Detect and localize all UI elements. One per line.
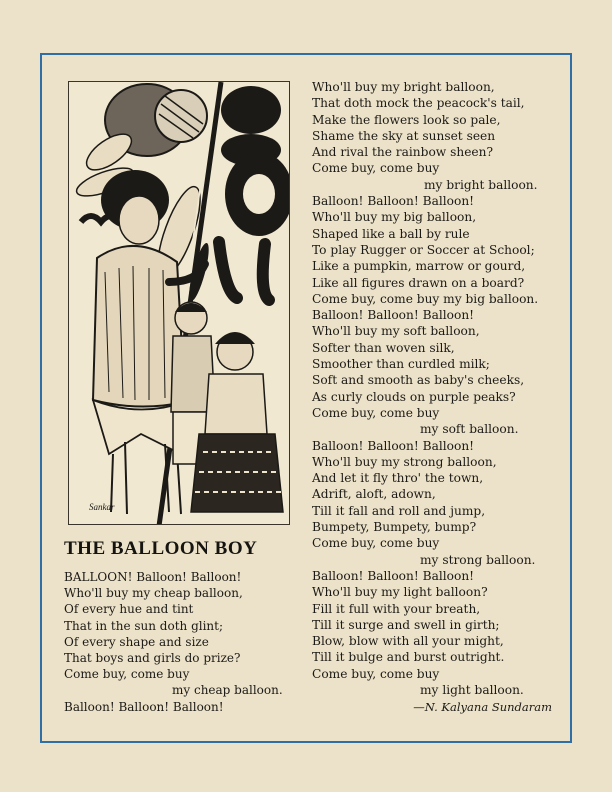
poem-line: Smoother than curdled milk; bbox=[312, 357, 490, 372]
poem-line: Softer than woven silk, bbox=[312, 340, 455, 355]
poem-right-column bbox=[312, 79, 558, 715]
poem-line: Come buy, come buy bbox=[312, 536, 440, 551]
poem-line: That in the sun doth glint; bbox=[64, 618, 224, 633]
poem-line: Who'll buy my strong balloon, bbox=[312, 454, 497, 469]
poem-title: THE BALLOON BOY bbox=[64, 538, 258, 559]
poem-line: my light balloon. bbox=[420, 682, 524, 697]
poem-line: That doth mock the peacock's tail, bbox=[312, 96, 525, 111]
poem-line: Like a pumpkin, marrow or gourd, bbox=[312, 259, 526, 274]
poem-line: As curly clouds on purple peaks? bbox=[312, 389, 516, 404]
poem-line: Till it surge and swell in girth; bbox=[312, 617, 500, 632]
poem-line: Who'll buy my cheap balloon, bbox=[64, 586, 243, 601]
poem-line: Soft and smooth as baby's cheeks, bbox=[312, 373, 525, 388]
poem-line: Shaped like a ball by rule bbox=[312, 226, 470, 241]
poem-author: —N. Kalyana Sundaram bbox=[413, 700, 552, 715]
poem-line: Who'll buy my light balloon? bbox=[312, 585, 488, 600]
poem-line: Adrift, aloft, adown, bbox=[312, 487, 436, 502]
balloon-seller-illustration-icon bbox=[69, 82, 290, 525]
poem-line: Shame the sky at sunset seen bbox=[312, 128, 496, 143]
poem-line: And let it fly thro' the town, bbox=[312, 471, 484, 486]
poem-line: Who'll buy my soft balloon, bbox=[312, 324, 480, 339]
poem-line: Who'll buy my bright balloon, bbox=[312, 80, 495, 94]
poem-line: Till it bulge and burst outright. bbox=[312, 650, 505, 665]
poem-line: Blow, blow with all your might, bbox=[312, 634, 504, 649]
poem-line: Bumpety, Bumpety, bump? bbox=[312, 520, 477, 535]
poem-line: Of every shape and size bbox=[64, 634, 209, 649]
poem-line: Like all figures drawn on a board? bbox=[312, 275, 525, 290]
poem-line: my bright balloon. bbox=[424, 177, 538, 192]
poem-line: Make the flowers look so pale, bbox=[312, 112, 501, 127]
poem-line: Come buy, come buy bbox=[312, 161, 440, 176]
poem-line: To play Rugger or Soccer at School; bbox=[312, 242, 535, 257]
poem-line: Balloon! Balloon! Balloon! bbox=[312, 438, 475, 453]
poem-line: my cheap balloon. bbox=[172, 683, 283, 698]
poem-line: my strong balloon. bbox=[420, 552, 536, 567]
poem-line: Till it fall and roll and jump, bbox=[312, 503, 486, 518]
poem-line: Balloon! Balloon! Balloon! bbox=[64, 699, 224, 714]
poem-line: Come buy, come buy bbox=[64, 667, 190, 682]
illustration-signature: Sankar bbox=[89, 502, 115, 512]
poem-line: And rival the rainbow sheen? bbox=[312, 145, 494, 160]
poem-line: Balloon! Balloon! Balloon! bbox=[312, 194, 475, 209]
illustration bbox=[68, 81, 290, 525]
poem-line: my soft balloon. bbox=[420, 422, 519, 437]
poem-line: Who'll buy my big balloon, bbox=[312, 210, 477, 225]
poem-line: Of every hue and tint bbox=[64, 602, 194, 617]
poem-line: Come buy, come buy bbox=[312, 666, 440, 681]
poem-line: That boys and girls do prize? bbox=[64, 650, 241, 665]
poem-left-column bbox=[64, 569, 304, 715]
poem-line: Come buy, come buy bbox=[312, 405, 440, 420]
poem-line: Balloon! Balloon! Balloon! bbox=[312, 308, 475, 323]
poem-line: BALLOON! Balloon! Balloon! bbox=[64, 570, 242, 584]
poem-line: Come buy, come buy my big balloon. bbox=[312, 291, 539, 306]
poem-line: Balloon! Balloon! Balloon! bbox=[312, 568, 475, 583]
poem-line: Fill it full with your breath, bbox=[312, 601, 481, 616]
